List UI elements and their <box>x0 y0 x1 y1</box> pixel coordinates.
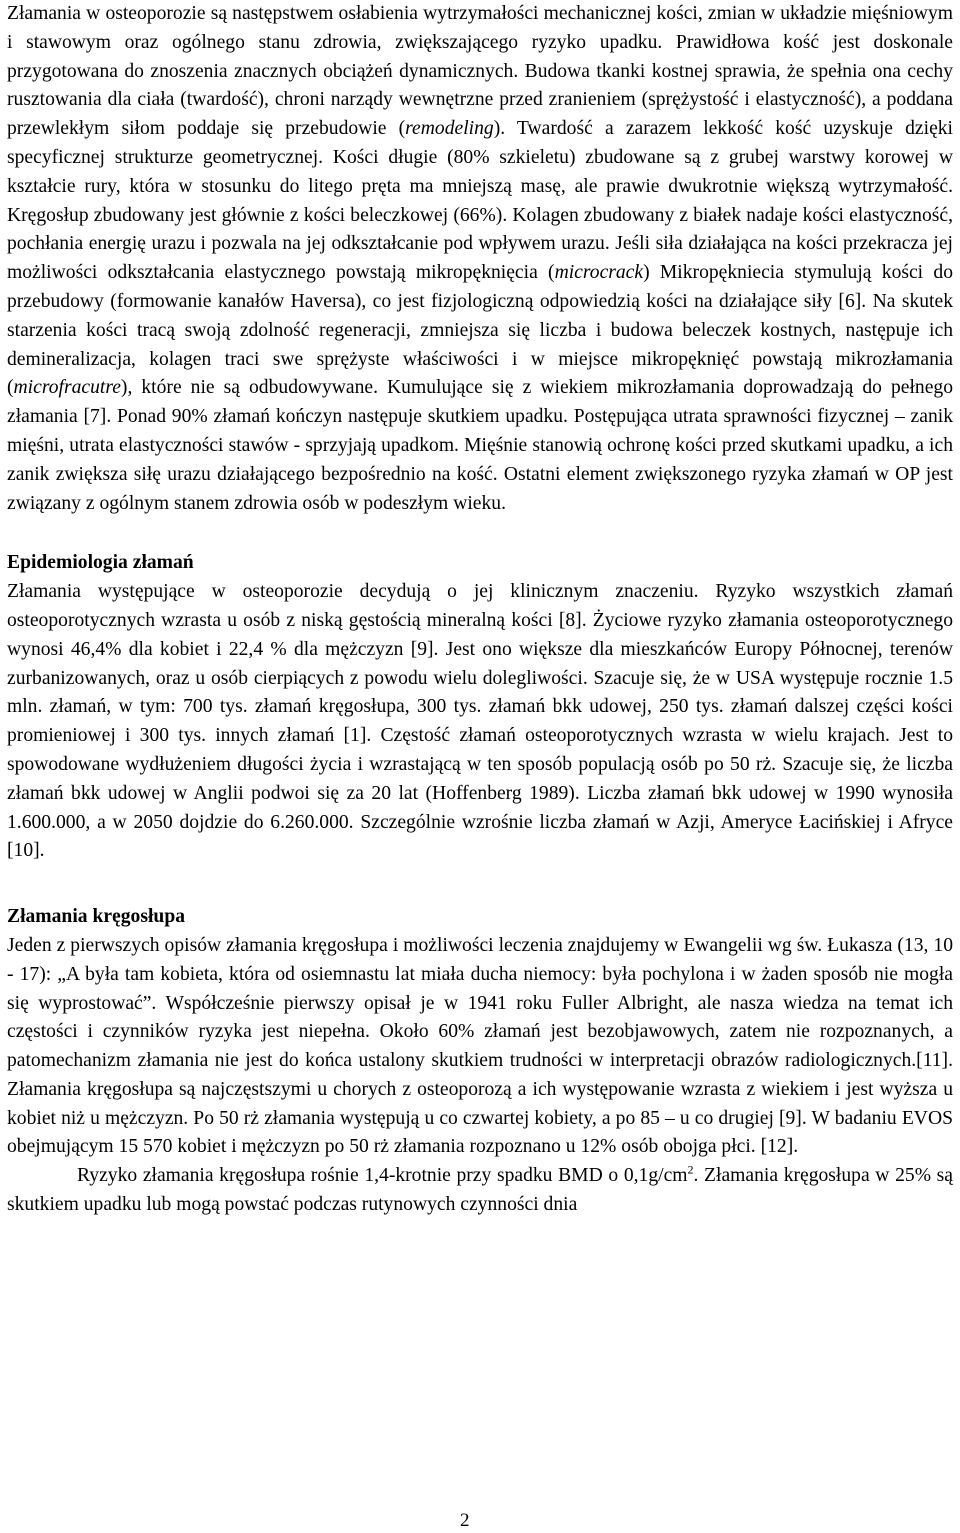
intro-term-remodeling: remodeling <box>405 118 494 140</box>
intro-paragraph <box>7 0 953 518</box>
epidemiology-paragraph: Złamania występujące w osteoporozie decydują o jej klinicznym znaczeniu. Ryzyko wszystkich złamań osteoporotycznych wzrasta u osób z niską gęstością mineralną kości [8]. Życiowe ryzyko złamania osteoporotycznego wynosi 46,4% dla kobiet i 22,4 % dla mężczyzn [9]. Jest ono większe dla mieszkańców Europy Północnej, terenów zurbanizowanych, oraz u osób cierpiących z powodu wielu dolegliwości. Szacuje się, że w USA występuje rocznie 1.5 mln. złamań, w tym: 700 tys. złamań kręgosłupa, 300 tys. złamań bkk udowej, 250 tys. złamań dalszej części kości promieniowej i 300 tys. innych złamań [1]. Częstość złamań osteoporotycznych wzrasta w wielu krajach. Jest to spowodowane wydłużeniem długości życia i wzrastającą w ten sposób populacją osób po 50 rż. Szacuje się, że liczba złamań bkk udowej w Anglii podwoi się za 20 lat (Hoffenberg 1989). Liczba złamań bkk udowej w 1990 wynosiła 1.600.000, a w 2050 dojdzie do 6.260.000. Szczególnie wzrośnie liczba złamań w Azji, Ameryce Łacińskiej i Afryce [10]. <box>7 581 953 862</box>
intro-term-microfracture: microfracutre <box>13 377 121 399</box>
page-number: 2 <box>460 1510 470 1531</box>
spine-risk-text-1: Ryzyko złamania kręgosłupa rośnie 1,4-krotnie przy spadku BMD o 0,1g/cm <box>77 1165 688 1187</box>
spine-fractures-heading: Złamania kręgosłupa <box>7 906 186 928</box>
intro-text-1: Złamania w osteoporozie są następstwem osłabienia wytrzymałości mechanicznej kości, zmian w układzie mięśniowym i stawowym oraz ogólnego stanu zdrowia, zwiększającego ryzyko upadku. Prawidłowa kość jest doskonale przygotowana do znoszenia znacznych obciążeń dynamicznych. Budowa tkanki kostnej sprawia, że spełnia ona cechy rusztowania dla ciała (twardość), chroni narządy wewnętrzne przed zranieniem (sprężystość i elastyczność), a poddana przewlekłym siłom poddaje się przebudowie ( <box>7 3 953 140</box>
spine-risk-superscript: 2 <box>687 1162 694 1177</box>
spine-risk-paragraph <box>7 1162 953 1220</box>
spine-risk-text-2: . Złamania kręgosłupa w 25% są skutkiem upadku lub mogą powstać podczas rutynowych czynności dnia <box>7 1165 953 1216</box>
epidemiology-heading: Epidemiologia złamań <box>7 552 194 574</box>
document-page <box>7 0 953 1220</box>
intro-term-microcrack: microcrack <box>554 262 644 284</box>
spine-fractures-paragraph: Jeden z pierwszych opisów złamania kręgosłupa i możliwości leczenia znajdujemy w Ewangelii wg św. Łukasza (13, 10 - 17): „A była tam kobieta, która od osiemnastu lat miała ducha niemocy: była pochylona i w żaden sposób nie mogła się wyprostować”. Współcześnie pierwszy opisał je w 1941 roku Fuller Albright, ale nasza wiedza na temat ich częstości i czynników ryzyka jest niepełna. Około 60% złamań jest bezobjawowych, zatem nie rozpoznanych, a patomechanizm złamania nie jest do końca ustalony skutkiem trudności w interpretacji obrazów radiologicznych.[11]. Złamania kręgosłupa są najczęstszymi u chorych z osteoporozą a ich występowanie wzrasta z wiekiem i jest wyższa u kobiet niż u mężczyzn. Po 50 rż złamania występują u co czwartej kobiety, a po 85 – u co drugiej [9]. W badaniu EVOS obejmującym 15 570 kobiet i mężczyzn po 50 rż złamania rozpoznano u 12% osób obojga płci. [12]. <box>7 934 953 1158</box>
intro-text-4: ), które nie są odbudowywane. Kumulujące się z wiekiem mikrozłamania doprowadzają do pełnego złamania [7]. Ponad 90% złamań kończyn następuje skutkiem upadku. Postępująca utrata sprawności fizycznej – zanik mięśni, utrata elastyczności stawów - sprzyjają upadkom. Mięśnie stanowią ochronę kości przed skutkami upadku, a ich zanik zwiększa siłę urazu działającego bezpośrednio na kość. Ostatni element zwiększonego ryzyka złamań w OP jest związany z ogólnym stanem zdrowia osób w podeszłym wieku. <box>7 377 953 514</box>
intro-text-3: ) Mikropękniecia stymulują kości do przebudowy (formowanie kanałów Haversa), co jest fizjologiczną odpowiedzią kości na działające siły [6]. Na skutek starzenia kości tracą swoją zdolność regeneracji, zmniejsza się liczba i budowa beleczek kostnych, następuje ich demineralizacja, kolagen traci swe sprężyste właściwości i w miejsce mikropęknięć powstają mikrozłamania ( <box>7 262 953 399</box>
intro-text-2: ). Twardość a zarazem lekkość kość uzyskuje dzięki specyficznej strukturze geometrycznej. Kości długie (80% szkieletu) zbudowane są z grubej warstwy korowej w kształcie rury, która w stosunku do litego pręta ma mniejszą masę, ale prawie dwukrotnie większą wytrzymałość. Kręgosłup zbudowany jest głównie z kości beleczkowej (66%). Kolagen zbudowany z białek nadaje kości elastyczność, pochłania energię urazu i pozwala na jej odkształcanie pod wpływem urazu. Jeśli siła działająca na kości przekracza jej możliwości odkształcania elastycznego powstają mikropęknięcia ( <box>7 118 954 284</box>
